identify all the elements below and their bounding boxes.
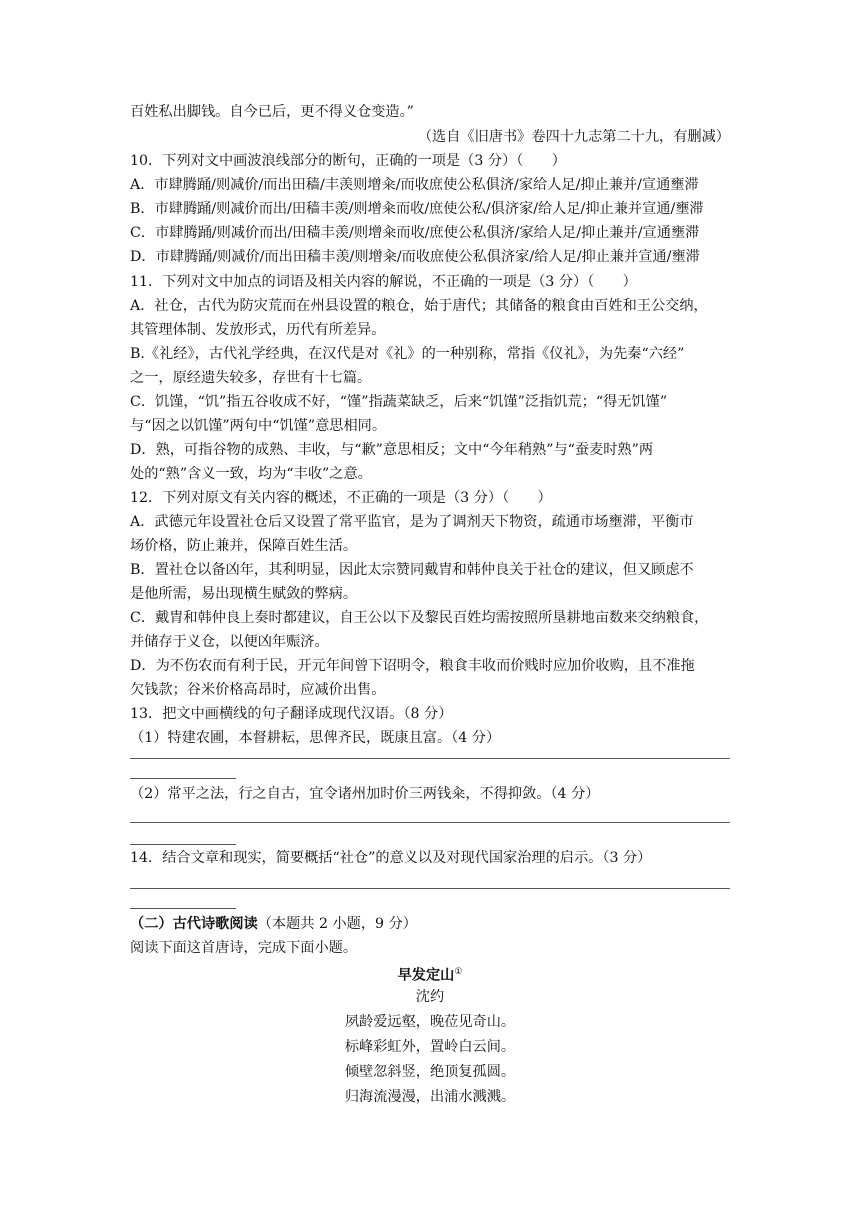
poem-line-2: 标峰彩虹外，置岭白云间。 — [344, 1039, 516, 1055]
poem-line-4: 归海流漫漫，出浦水溅溅。 — [344, 1089, 516, 1105]
section-2-note: （本题共 2 小题，9 分） — [257, 916, 417, 932]
q14-stem: 14．结合文章和现实，简要概括“社仓”的意义以及对现代国家治理的启示。（3 分） — [130, 850, 652, 866]
q11-option-d-line2: 处的“熟”含义一致，均为“丰收”之意。 — [130, 466, 372, 482]
q11-option-a-line2: 其管理体制、发放形式，历代有所差异。 — [130, 322, 386, 338]
poem-title-row — [130, 960, 730, 984]
q12-option-b-line2: 是他所需，易出现横生赋敛的弊病。 — [130, 586, 358, 602]
q11-option-a-line1: A．社仓，古代为防灾荒而在州县设置的粮仓，始于唐代；其储备的粮食由百姓和王公交纳， — [130, 298, 708, 314]
q11-option-c-line2: 与“因之以饥馑”两句中“饥馑”意思相同。 — [130, 418, 387, 434]
q13-answer-line-1b[interactable] — [130, 778, 236, 779]
q12-option-b-line1: B．置社仓以备凶年，其利明显，因此太宗赞同戴胄和韩仲良关于社仓的建议，但又顾虑不 — [130, 562, 694, 578]
q11-option-b-line1: B.《礼经》，古代礼学经典，在汉代是对《礼》的一种别称，常指《仪礼》，为先秦“六经” — [130, 346, 685, 362]
q10-stem: 10．下列对文中画波浪线部分的断句，正确的一项是（3 分）（ ） — [130, 153, 566, 169]
q10-option-a: A．市肆腾踊/则减价/而出田穑/丰羡则增籴/而收庶使公私俱济/家给人足/抑止兼并/宣通壅滞 — [130, 177, 699, 193]
q11-option-d-line1: D．熟，可指谷物的成熟、丰收，与“歉”意思相反；文中“今年稍熟”与“蚕麦时熟”两 — [130, 442, 654, 458]
q13-answer-line-2b[interactable] — [130, 844, 236, 845]
poem-line-3: 倾壁忽斜竖，绝顶复孤圆。 — [344, 1064, 516, 1080]
section-2-heading — [130, 912, 417, 936]
source-citation: （选自《旧唐书》卷四十九志第二十九，有删减） — [417, 129, 730, 145]
q12-stem: 12．下列对原文有关内容的概述，不正确的一项是（3 分）（ ） — [130, 490, 552, 506]
q10-option-b: B．市肆腾踊/则减价而出/田穑丰羡/则增籴而收/庶使公私/俱济家/给人足/抑止兼并宣通/壅滞 — [130, 201, 704, 217]
q14-answer-line-a[interactable] — [130, 888, 730, 889]
q10-option-d: D．市肆腾踊/则减价/而出田穑丰羡/则增籴/而收庶使公私俱济家/给人足/抑止兼并宣通/壅滞 — [130, 249, 700, 265]
q13-answer-line-2a[interactable] — [130, 822, 730, 823]
q12-option-d-line2: 欠钱款；谷米价格高昂时，应减价出售。 — [130, 682, 386, 698]
section-2-title: （二）古代诗歌阅读 — [130, 916, 258, 932]
q11-option-c-line1: C．饥馑，“饥”指五谷收成不好，“馑”指蔬菜缺乏，后来“饥馑”泛指饥荒；“得无饥馑” — [130, 394, 668, 410]
q13-sentence-2: （2）常平之法，行之自古，宜令诸州加时价三两钱籴，不得抑敛。（4 分） — [130, 786, 600, 802]
q12-option-c-line2: 并储存于义仓，以便凶年赈济。 — [130, 634, 329, 650]
q14-answer-line-b[interactable] — [130, 908, 236, 909]
q10-option-c: C．市肆腾踊/则减价而出/田穑丰羡/则增籴而收/庶使公私俱济/家给人足/抑止兼并/宣通壅滞 — [130, 225, 700, 241]
passage-end: 百姓私出脚钱。自今已后，更不得义仓变造。” — [130, 104, 414, 120]
section-2-intro: 阅读下面这首唐诗，完成下面小题。 — [130, 940, 358, 956]
q13-answer-line-1a[interactable] — [130, 758, 730, 759]
q13-stem: 13．把文中画横线的句子翻译成现代汉语。（8 分） — [130, 706, 453, 722]
q11-option-b-line2: 之一，原经遗失较多，存世有十七篇。 — [130, 370, 372, 386]
poem-title: 早发定山 — [397, 967, 455, 984]
q12-option-d-line1: D．为不伤农而有利于民，开元年间曾下诏明令，粮食丰收而价贱时应加价收购，且不准拖 — [130, 658, 695, 674]
q12-option-a-line1: A．武德元年设置社仓后又设置了常平监官，是为了调剂天下物资，疏通市场壅滞，平衡市 — [130, 514, 694, 530]
poem-line-1: 夙龄爱远壑，晚莅见奇山。 — [344, 1014, 516, 1030]
poem-author: 沈约 — [415, 989, 445, 1005]
q13-sentence-1: （1）特建农圃，本督耕耘，思俾齐民，既康且富。（4 分） — [130, 730, 501, 746]
q12-option-a-line2: 场价格，防止兼并，保障百姓生活。 — [130, 538, 358, 554]
q12-option-c-line1: C．戴胄和韩仲良上奏时都建议，自王公以下及黎民百姓均需按照所垦耕地亩数来交纳粮食， — [130, 610, 709, 626]
poem-footnote-mark: ① — [454, 967, 463, 977]
q11-stem: 11．下列对文中加点的词语及相关内容的解说，不正确的一项是（3 分）（ ） — [130, 274, 637, 290]
